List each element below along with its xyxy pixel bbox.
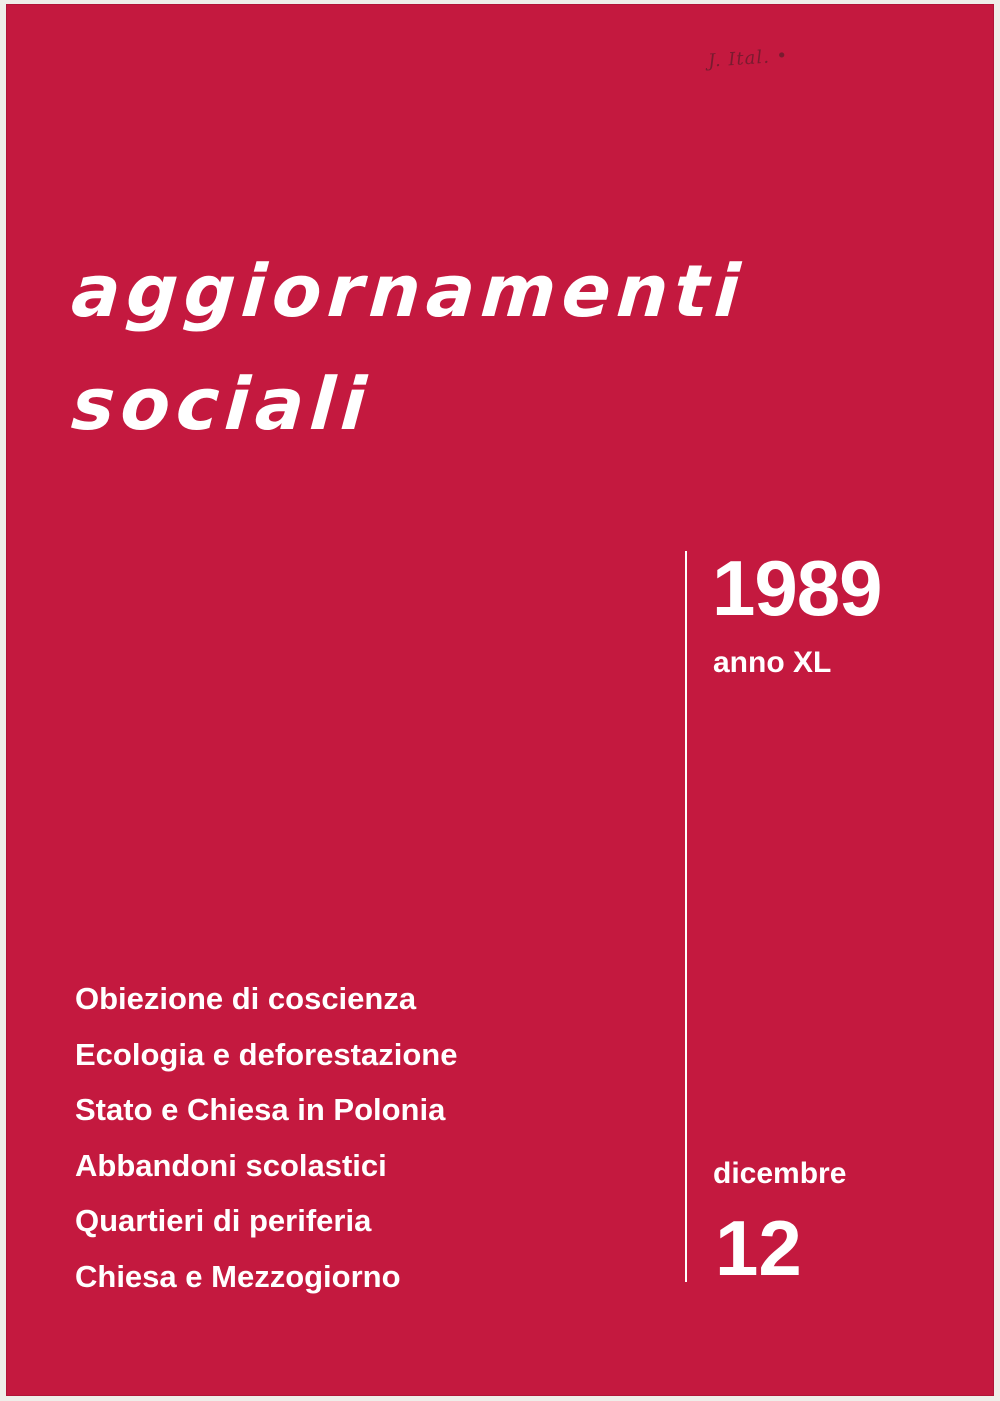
topic-item: Ecologia e deforestazione: [75, 1036, 458, 1072]
masthead-title-line-2: sociali: [69, 362, 375, 446]
topic-item: Abbandoni scolastici: [75, 1147, 387, 1183]
masthead-title-line-1: aggiornamenti: [69, 249, 749, 333]
topic-item: Chiesa e Mezzogiorno: [75, 1258, 401, 1294]
volume-label: anno XL: [713, 646, 832, 679]
topic-item: Obiezione di coscienza: [75, 981, 417, 1016]
publication-year: 1989: [712, 544, 882, 632]
issue-number: 12: [715, 1204, 802, 1292]
topic-item: Stato e Chiesa in Polonia: [75, 1092, 446, 1127]
vertical-divider: [685, 551, 687, 1282]
issue-month: dicembre: [713, 1157, 847, 1190]
magazine-cover: [6, 4, 994, 1396]
topics-list: [75, 971, 457, 1304]
handwritten-note: J. Ital. •: [707, 45, 789, 72]
topic-item: Quartieri di periferia: [75, 1203, 372, 1238]
